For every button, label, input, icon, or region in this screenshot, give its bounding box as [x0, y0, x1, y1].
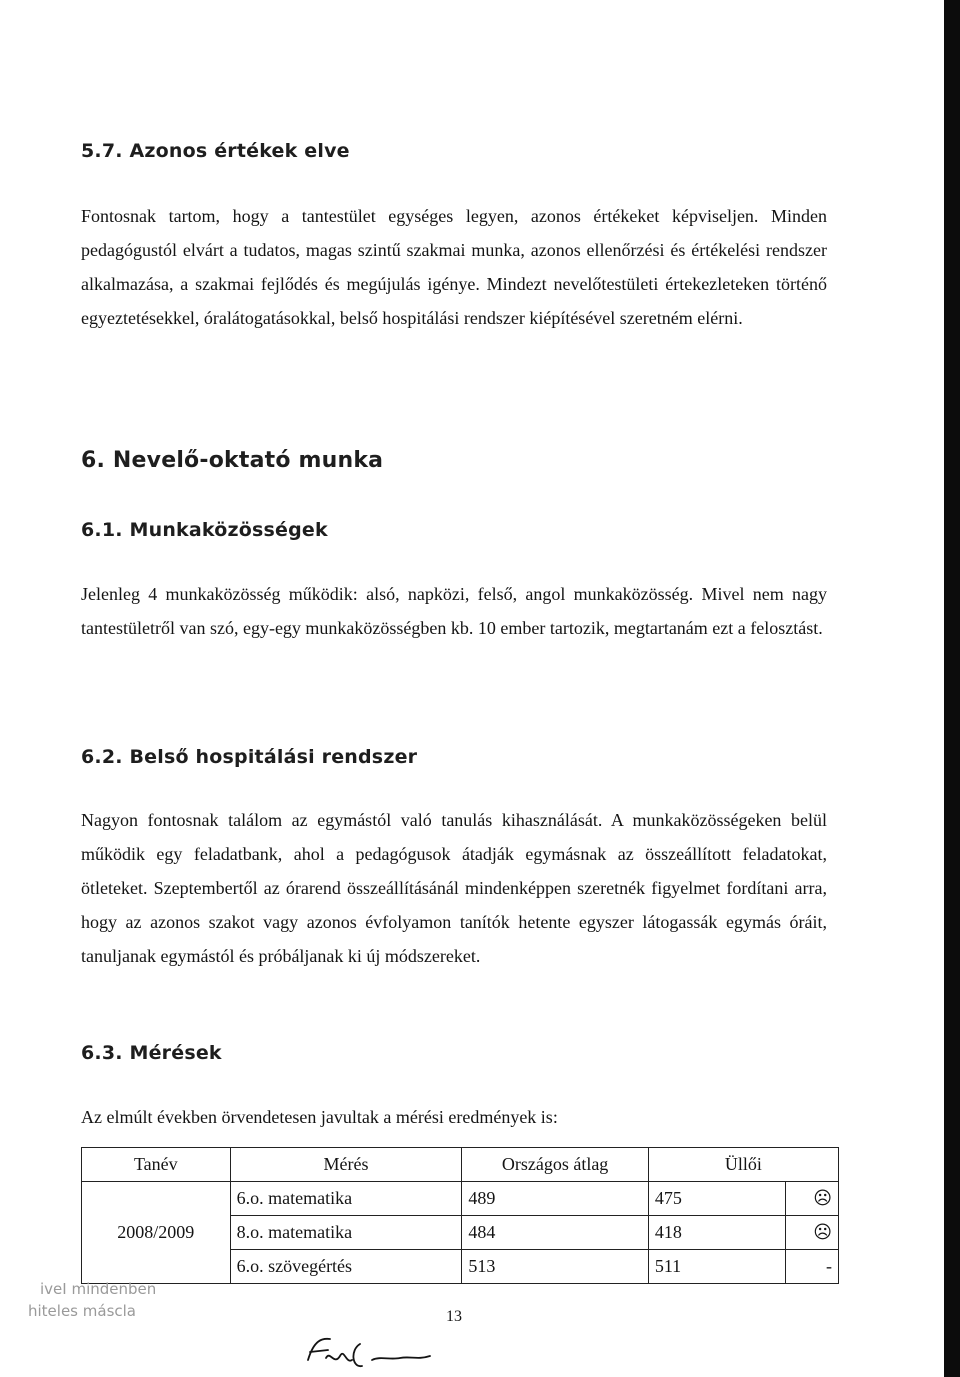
meres-cell: 6.o. szövegértés [230, 1250, 462, 1284]
ulloi-cell: 418 [648, 1216, 786, 1250]
handwritten-signature [300, 1330, 470, 1375]
meres-cell: 6.o. matematika [230, 1182, 462, 1216]
stamp-line-2: hiteles máscla [28, 1302, 136, 1320]
header-tanev: Tanév [82, 1148, 231, 1182]
orszagos-cell: 513 [462, 1250, 648, 1284]
heading-6-2: 6.2. Belső hospitálási rendszer [81, 746, 418, 768]
table-row [82, 1182, 839, 1216]
paragraph-6-1: Jelenleg 4 munkaközösség működik: alsó, napközi, felső, angol munkaközösség. Mivel nem nagy tantestületről van szó, egy-egy munkaközösségben kb. 10 ember tartozik, megtartanám ezt a felosztást. [81, 584, 827, 638]
heading-6: 6. Nevelő-oktató munka [81, 448, 384, 473]
ulloi-cell: 475 [648, 1182, 786, 1216]
header-meres: Mérés [230, 1148, 462, 1182]
dash-mark: - [786, 1250, 839, 1284]
heading-5-7: 5.7. Azonos értékek elve [81, 140, 350, 162]
certification-stamp [0, 1278, 156, 1322]
heading-6-1: 6.1. Munkaközösségek [81, 519, 328, 541]
table-header-row [82, 1148, 839, 1182]
heading-6-3: 6.3. Mérések [81, 1042, 222, 1064]
paragraph-5-7: Fontosnak tartom, hogy a tantestület egységes legyen, azonos értékeket képviseljen. Minden pedagógustól elvárt a tudatos, magas szintű szakmai munka, azonos ellenőrzési és értékelési rendszer alkalmazása, a szakmai fejlődés és megújulás igénye. Mindezt nevelőtestületi értekezleteken történő egyeztetésekkel, óralátogatásokkal, belső hospitálási rendszer kiépítésével szeretném elérni. [81, 206, 827, 328]
ulloi-cell: 511 [648, 1250, 786, 1284]
paragraph-6-2: Nagyon fontosnak találom az egymástól való tanulás kihasználását. A munkaközösségeken belül működik egy feladatbank, ahol a pedagógusok átadják egymásnak az összeállított feladatokat, ötleteket. Szeptembertől az órarend összeállításánál mindenképpen szeretnék figyelmet fordítani arra, hogy az azonos szakot vagy azonos évfolyamon tanítók hetente egyszer látogassák egymás óráit, tanuljanak egymástól és próbáljanak ki új módszereket. [81, 810, 827, 966]
page-number: 13 [446, 1308, 462, 1325]
year-cell: 2008/2009 [82, 1182, 231, 1284]
orszagos-cell: 484 [462, 1216, 648, 1250]
paragraph-6-3-intro: Az elmúlt években örvendetesen javultak a mérési eredmények is: [81, 1107, 558, 1127]
header-orszagos: Országos átlag [462, 1148, 648, 1182]
orszagos-cell: 489 [462, 1182, 648, 1216]
header-ulloi: Üllői [648, 1148, 838, 1182]
meres-cell: 8.o. matematika [230, 1216, 462, 1250]
scan-edge-bar [944, 0, 960, 1377]
measurement-table [81, 1147, 839, 1284]
sad-face-icon: ☹ [786, 1182, 839, 1216]
sad-face-icon: ☹ [786, 1216, 839, 1250]
stamp-line-1: iveI mindenben [40, 1280, 157, 1298]
